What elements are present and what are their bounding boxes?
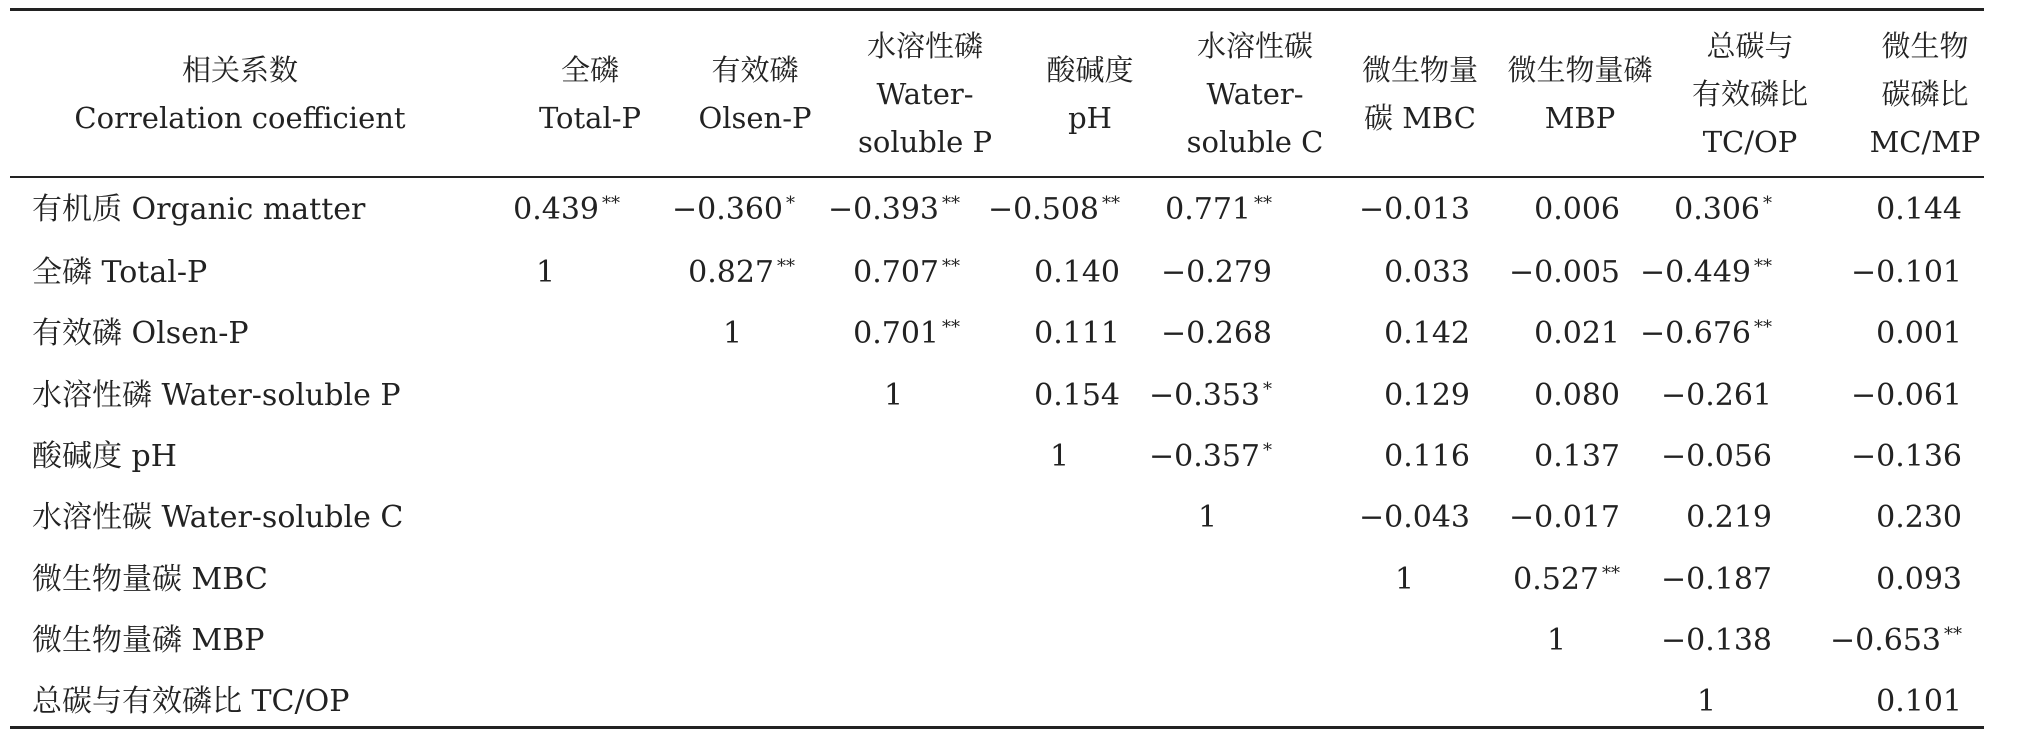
table-row: [0, 366, 2024, 426]
table-top-rule: [10, 8, 1984, 11]
cell-value: 1: [1395, 562, 1415, 597]
table-cell: [1509, 243, 1620, 303]
table-cell: [672, 180, 795, 240]
table-cell: [1876, 180, 1962, 240]
column-header-line: 碳 MBC: [1364, 101, 1476, 135]
significance-marker: *: [1263, 379, 1272, 400]
table-cell: [1395, 550, 1414, 610]
cell-value: 0.093: [1876, 562, 1962, 597]
significance-marker: *: [1763, 193, 1772, 214]
column-header-line: 碳磷比: [1881, 77, 1969, 111]
significance-marker: **: [1754, 317, 1772, 338]
column-header: [520, 14, 660, 174]
table-cell: [1686, 488, 1772, 548]
cell-value: −0.357: [1148, 439, 1260, 474]
significance-marker: **: [602, 193, 620, 214]
table-row: [0, 672, 2024, 732]
cell-value: −0.279: [1160, 255, 1272, 290]
table-cell: [1547, 611, 1566, 671]
cell-value: 0.707: [853, 255, 939, 290]
table-cell: [988, 180, 1120, 240]
cell-value: −0.508: [987, 192, 1099, 227]
column-header-line: MC/MP: [1869, 125, 1981, 159]
table-cell: [723, 304, 742, 364]
row-label: 水溶性碳 Water-soluble C: [32, 500, 404, 535]
table-cell: [1534, 304, 1620, 364]
column-header: [1170, 14, 1340, 174]
table-row: [0, 611, 2024, 671]
cell-value: 0.771: [1165, 192, 1251, 227]
cell-value: 0.144: [1876, 192, 1962, 227]
table-cell: [1384, 243, 1470, 303]
cell-value: −0.005: [1508, 255, 1620, 290]
cell-value: −0.138: [1660, 623, 1772, 658]
cell-value: −0.061: [1850, 378, 1962, 413]
header-label-line: Correlation coefficient: [74, 101, 406, 135]
table-cell: [1661, 427, 1772, 487]
column-header-line: MBP: [1544, 101, 1616, 135]
table-cell: [1534, 427, 1620, 487]
table-cell: [884, 366, 903, 426]
column-header-line: 水溶性磷: [866, 29, 983, 63]
table-cell: [1851, 366, 1962, 426]
cell-value: −0.353: [1148, 378, 1260, 413]
cell-value: 0.527: [1513, 562, 1599, 597]
significance-marker: **: [777, 256, 795, 277]
column-header-line: Olsen-P: [698, 101, 812, 135]
cell-value: 0.129: [1384, 378, 1470, 413]
column-header: [1840, 14, 2010, 174]
table-cell: [1050, 427, 1069, 487]
column-header-line: TC/OP: [1702, 125, 1798, 159]
row-label: 微生物量磷 MBP: [32, 623, 265, 658]
cell-value: 0.827: [688, 255, 774, 290]
cell-value: 0.101: [1876, 684, 1962, 719]
cell-value: 0.001: [1876, 316, 1962, 351]
column-header-line: Water-: [876, 77, 974, 111]
column-header-line: soluble P: [857, 125, 993, 159]
table-row: [0, 180, 2024, 240]
column-header: [1660, 14, 1840, 174]
table-cell: [1640, 243, 1772, 303]
table-cell: [1830, 611, 1962, 671]
table-cell: [1384, 427, 1470, 487]
column-header-line: pH: [1068, 101, 1112, 135]
significance-marker: **: [1944, 624, 1962, 645]
table-cell: [1851, 243, 1962, 303]
column-header-line: 全磷: [560, 53, 619, 87]
table-cell: [1149, 427, 1272, 487]
table-cell: [1876, 304, 1962, 364]
table-cell: [1534, 366, 1620, 426]
cell-value: −0.043: [1358, 500, 1470, 535]
significance-marker: **: [942, 317, 960, 338]
cell-value: 0.142: [1384, 316, 1470, 351]
column-header: [1340, 14, 1500, 174]
cell-value: 0.111: [1034, 316, 1120, 351]
cell-value: 0.080: [1534, 378, 1620, 413]
table-row: [0, 488, 2024, 548]
table-cell: [1384, 366, 1470, 426]
row-label: 微生物量碳 MBC: [32, 562, 268, 597]
cell-value: −0.056: [1660, 439, 1772, 474]
table-cell: [1876, 672, 1962, 732]
significance-marker: **: [1602, 563, 1620, 584]
row-label: 全磷 Total-P: [32, 255, 208, 290]
cell-value: 1: [1697, 684, 1717, 719]
header-label: [60, 14, 420, 174]
table-header-rule: [10, 176, 1984, 178]
column-header-line: 酸碱度: [1046, 53, 1134, 87]
table-cell: [1513, 550, 1620, 610]
table-cell: [1876, 550, 1962, 610]
table-cell: [688, 243, 795, 303]
table-cell: [1674, 180, 1772, 240]
row-label: 水溶性磷 Water-soluble P: [32, 378, 401, 413]
table-cell: [1198, 488, 1217, 548]
column-header-line: 总碳与: [1706, 29, 1794, 63]
table-cell: [853, 243, 960, 303]
table-cell: [1640, 304, 1772, 364]
column-header-line: 水溶性碳: [1196, 29, 1313, 63]
table-cell: [1161, 304, 1272, 364]
column-header-line: soluble C: [1186, 125, 1324, 159]
table-cell: [1509, 488, 1620, 548]
row-label: 有机质 Organic matter: [32, 192, 366, 227]
significance-marker: **: [942, 256, 960, 277]
table-cell: [1165, 180, 1272, 240]
column-header-line: 微生物: [1881, 29, 1969, 63]
column-header: [670, 14, 840, 174]
significance-marker: **: [1102, 193, 1120, 214]
column-header-line: Water-: [1206, 77, 1304, 111]
cell-value: 0.219: [1686, 500, 1772, 535]
cell-value: 0.116: [1384, 439, 1470, 474]
table-row: [0, 427, 2024, 487]
significance-marker: **: [942, 193, 960, 214]
table-cell: [828, 180, 960, 240]
header-label-line: 相关系数: [181, 53, 298, 87]
cell-value: −0.101: [1850, 255, 1962, 290]
cell-value: −0.013: [1358, 192, 1470, 227]
table-cell: [1034, 243, 1120, 303]
cell-value: −0.261: [1660, 378, 1772, 413]
cell-value: 0.439: [513, 192, 599, 227]
cell-value: −0.136: [1850, 439, 1962, 474]
table-row: [0, 550, 2024, 610]
cell-value: 0.154: [1034, 378, 1120, 413]
column-header-line: 有效磷比: [1691, 77, 1808, 111]
table-cell: [1876, 488, 1962, 548]
cell-value: 1: [1198, 500, 1218, 535]
cell-value: −0.676: [1639, 316, 1751, 351]
table-cell: [1661, 550, 1772, 610]
cell-value: −0.449: [1639, 255, 1751, 290]
table-cell: [1534, 180, 1620, 240]
cell-value: 0.021: [1534, 316, 1620, 351]
cell-value: −0.393: [827, 192, 939, 227]
significance-marker: **: [1754, 256, 1772, 277]
table-cell: [1034, 304, 1120, 364]
cell-value: 1: [1547, 623, 1567, 658]
cell-value: 0.006: [1534, 192, 1620, 227]
significance-marker: *: [1263, 440, 1272, 461]
table-cell: [1359, 488, 1470, 548]
column-header-line: Total-P: [538, 101, 642, 135]
cell-value: −0.268: [1160, 316, 1272, 351]
cell-value: 0.701: [853, 316, 939, 351]
cell-value: 0.140: [1034, 255, 1120, 290]
cell-value: 0.306: [1674, 192, 1760, 227]
column-header: [1010, 14, 1170, 174]
cell-value: 1: [1050, 439, 1070, 474]
table-cell: [1149, 366, 1272, 426]
row-label: 总碳与有效磷比 TC/OP: [32, 684, 350, 719]
table-cell: [1034, 366, 1120, 426]
table-cell: [536, 243, 555, 303]
column-header-line: 微生物量磷: [1507, 53, 1653, 87]
table-cell: [1851, 427, 1962, 487]
column-header: [1500, 14, 1660, 174]
table-cell: [1661, 611, 1772, 671]
table-cell: [1384, 304, 1470, 364]
table-cell: [1161, 243, 1272, 303]
table-row: [0, 304, 2024, 364]
table-cell: [853, 304, 960, 364]
cell-value: 1: [884, 378, 904, 413]
cell-value: −0.187: [1660, 562, 1772, 597]
significance-marker: **: [1254, 193, 1272, 214]
column-header-line: 有效磷: [711, 53, 799, 87]
cell-value: −0.653: [1829, 623, 1941, 658]
row-label: 酸碱度 pH: [32, 439, 177, 474]
table-cell: [513, 180, 620, 240]
table-cell: [1697, 672, 1716, 732]
column-header: [840, 14, 1010, 174]
cell-value: −0.360: [671, 192, 783, 227]
cell-value: 1: [536, 255, 556, 290]
significance-marker: *: [786, 193, 795, 214]
cell-value: 0.137: [1534, 439, 1620, 474]
cell-value: −0.017: [1508, 500, 1620, 535]
table-cell: [1359, 180, 1470, 240]
column-header-line: 微生物量: [1361, 53, 1478, 87]
table-cell: [1661, 366, 1772, 426]
cell-value: 0.033: [1384, 255, 1470, 290]
row-label: 有效磷 Olsen-P: [32, 316, 249, 351]
cell-value: 1: [723, 316, 743, 351]
table-row: [0, 243, 2024, 303]
cell-value: 0.230: [1876, 500, 1962, 535]
